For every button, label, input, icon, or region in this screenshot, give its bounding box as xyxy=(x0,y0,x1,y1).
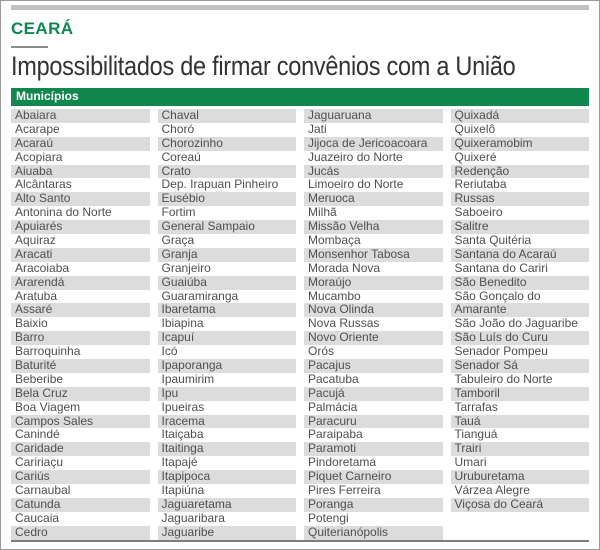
municipality-cell: Quixelô xyxy=(454,122,496,136)
municipality-cell: Morada Nova xyxy=(308,261,381,275)
municipality-cell: Piquet Carneiro xyxy=(304,470,443,484)
municipality-cell: Ibiapina xyxy=(161,317,204,331)
top-accent-bar xyxy=(11,5,589,10)
municipality-cell: Antonina do Norte xyxy=(15,206,112,220)
municipality-cell: Baturité xyxy=(11,359,150,373)
municipality-cell: Ipaporanga xyxy=(158,359,297,373)
municipality-cell: Tauá xyxy=(451,415,590,429)
municipality-cell: Santana do Cariri xyxy=(454,261,548,275)
municipality-cell: Aratuba xyxy=(15,289,58,303)
municipality-cell: Senador Sá xyxy=(451,359,590,373)
municipality-cell: Barroquinha xyxy=(15,345,81,359)
page-title: Impossibilitados de firmar convênios com a União xyxy=(11,51,516,81)
municipality-cell: Guaiúba xyxy=(158,276,297,290)
municipality-cell: Bela Cruz xyxy=(11,387,150,401)
municipality-cell: São Benedito xyxy=(451,276,590,290)
municipality-cell: Russas xyxy=(451,192,590,206)
municipios-column-3 xyxy=(304,109,443,540)
municipality-cell: Acarape xyxy=(15,122,60,136)
bottom-rule xyxy=(11,540,589,542)
municipality-cell: Amarante xyxy=(451,303,590,317)
municipality-cell: Nova Olinda xyxy=(304,303,443,317)
municipios-column-4 xyxy=(451,109,590,540)
table-header-bar: Municípios xyxy=(11,88,589,106)
municipality-cell: Baixio xyxy=(15,317,48,331)
municipality-cell: Assaré xyxy=(11,303,150,317)
municipality-cell: Itapiúna xyxy=(161,484,205,498)
municipality-cell: Beberibe xyxy=(15,372,64,386)
municipality-cell: Granjeiro xyxy=(161,261,211,275)
municipality-cell: Missão Velha xyxy=(304,220,443,234)
municipality-cell: Jati xyxy=(308,122,327,136)
municipality-cell: Viçosa do Ceará xyxy=(451,498,590,512)
municipality-cell: Jaguaretama xyxy=(158,498,297,512)
municipality-cell: Aracati xyxy=(11,248,150,262)
municipality-cell: Carnaubal xyxy=(15,484,71,498)
municipality-cell: Paracuru xyxy=(304,415,443,429)
municipality-cell: Acaraú xyxy=(11,137,150,151)
municipality-cell: São Luís do Curu xyxy=(451,331,590,345)
municipality-cell: Quixadá xyxy=(451,109,590,123)
municipality-cell: Pacatuba xyxy=(308,372,359,386)
municipality-cell: Boa Viagem xyxy=(15,400,81,414)
municipality-cell: Choró xyxy=(161,122,195,136)
municipality-cell: Poranga xyxy=(304,498,443,512)
municipality-cell: Itaiçaba xyxy=(161,428,204,442)
municipality-cell: Palmácia xyxy=(308,400,358,414)
municipios-column-1 xyxy=(11,109,150,540)
municipality-cell: Reriutaba xyxy=(454,178,507,192)
municipality-cell: Caucaia xyxy=(15,511,60,525)
municipality-cell: Caridade xyxy=(11,442,150,456)
municipality-cell: Granja xyxy=(158,248,297,262)
municipality-cell: Salitre xyxy=(451,220,590,234)
municipios-column-2 xyxy=(158,109,297,540)
municipality-cell: Chorozinho xyxy=(158,137,297,151)
municipality-cell: Jucás xyxy=(304,165,443,179)
municipality-cell: Santana do Acaraú xyxy=(451,248,590,262)
municipality-cell: Orós xyxy=(308,345,335,359)
municipality-cell: Cedro xyxy=(11,526,150,540)
municipality-cell: Acopiara xyxy=(15,150,63,164)
municipality-cell: Barro xyxy=(11,331,150,345)
municipality-cell: Milhã xyxy=(308,206,337,220)
municipality-cell: Saboeiro xyxy=(454,206,503,220)
municipality-cell: Jaguaruana xyxy=(304,109,443,123)
municipality-cell: Umari xyxy=(454,456,487,470)
municipality-cell: Iracema xyxy=(158,415,297,429)
municipality-cell: Campos Sales xyxy=(11,415,150,429)
municipality-cell: Moraújo xyxy=(304,276,443,290)
municipality-cell: Caririaçu xyxy=(15,456,64,470)
municipality-cell: Catunda xyxy=(11,498,150,512)
municipality-cell: Santa Quitéria xyxy=(454,234,532,248)
municipality-cell: Itapipoca xyxy=(158,470,297,484)
municipality-cell: Eusébio xyxy=(158,192,297,206)
municipality-cell: Coreaú xyxy=(161,150,201,164)
municipality-cell: Mombaça xyxy=(308,234,361,248)
municipality-cell: Chaval xyxy=(158,109,297,123)
municipality-cell: Jaguaribara xyxy=(161,511,225,525)
municipality-cell: Aquiraz xyxy=(15,234,56,248)
state-kicker: CEARÁ xyxy=(11,19,74,38)
municipality-cell: Quixeramobim xyxy=(451,137,590,151)
municipality-cell: Tarrafas xyxy=(454,400,498,414)
municipality-cell: Cariús xyxy=(11,470,150,484)
municipality-cell: Ipaumirim xyxy=(161,372,215,386)
municipios-table xyxy=(11,109,589,540)
municipality-cell: Pindoretama xyxy=(308,456,377,470)
municipality-cell: Uruburetama xyxy=(451,470,590,484)
municipality-cell: General Sampaio xyxy=(158,220,297,234)
municipality-cell: Monsenhor Tabosa xyxy=(304,248,443,262)
municipality-cell: Canindé xyxy=(15,428,60,442)
kicker-underline xyxy=(11,46,48,48)
municipality-cell: Itaitinga xyxy=(158,442,297,456)
municipality-cell: Alto Santo xyxy=(11,192,150,206)
municipality-cell: Mucambo xyxy=(308,289,361,303)
municipality-cell: Pacajus xyxy=(304,359,443,373)
municipality-cell: Tianguá xyxy=(454,428,498,442)
municipality-cell: São Gonçalo do xyxy=(454,289,541,303)
municipality-cell: Várzea Alegre xyxy=(454,484,530,498)
municipality-cell: Aiuaba xyxy=(11,165,150,179)
municipality-cell: Apuiarés xyxy=(11,220,150,234)
municipality-cell: Ibaretama xyxy=(158,303,297,317)
municipality-cell: Juazeiro do Norte xyxy=(308,150,403,164)
municipality-cell: Jijoca de Jericoacoara xyxy=(304,137,443,151)
municipality-cell: Alcântaras xyxy=(15,178,72,192)
municipality-cell: Graça xyxy=(161,234,195,248)
municipality-cell: Limoeiro do Norte xyxy=(308,178,404,192)
municipality-cell: Itapajé xyxy=(161,456,198,470)
municipality-cell: Dep. Irapuan Pinheiro xyxy=(161,178,279,192)
municipality-cell: Quixeré xyxy=(454,150,497,164)
municipality-cell: Senador Pompeu xyxy=(454,345,548,359)
municipality-cell: Aracoiaba xyxy=(15,261,70,275)
municipality-cell: Potengi xyxy=(308,511,349,525)
municipality-cell: Ipu xyxy=(158,387,297,401)
municipality-cell: Ararendá xyxy=(11,276,150,290)
municipality-cell: Nova Russas xyxy=(308,317,380,331)
municipality-cell: Pires Ferreira xyxy=(308,484,381,498)
municipality-cell: Redenção xyxy=(451,165,590,179)
municipality-cell: Quiterianópolis xyxy=(304,526,443,540)
municipality-cell: Meruoca xyxy=(304,192,443,206)
municipality-cell: Crato xyxy=(158,165,297,179)
municipality-cell: Novo Oriente xyxy=(304,331,443,345)
municipality-cell: São João do Jaguaribe xyxy=(454,317,578,331)
municipality-cell: Icó xyxy=(161,345,178,359)
municipality-cell: Pacujá xyxy=(304,387,443,401)
municipality-cell: Paraipaba xyxy=(308,428,363,442)
municipality-cell: Paramoti xyxy=(304,442,443,456)
municipality-cell: Abaiara xyxy=(11,109,150,123)
municipality-cell: Jaguaribe xyxy=(158,526,297,540)
municipality-cell: Icapuí xyxy=(158,331,297,345)
municipality-cell: Guaramiranga xyxy=(161,289,239,303)
municipality-cell: Fortim xyxy=(161,206,196,220)
municipality-cell: Tabuleiro do Norte xyxy=(454,372,553,386)
municipality-cell: Tamboril xyxy=(451,387,590,401)
municipality-cell: Trairi xyxy=(451,442,590,456)
municipality-cell: Ipueiras xyxy=(161,400,205,414)
